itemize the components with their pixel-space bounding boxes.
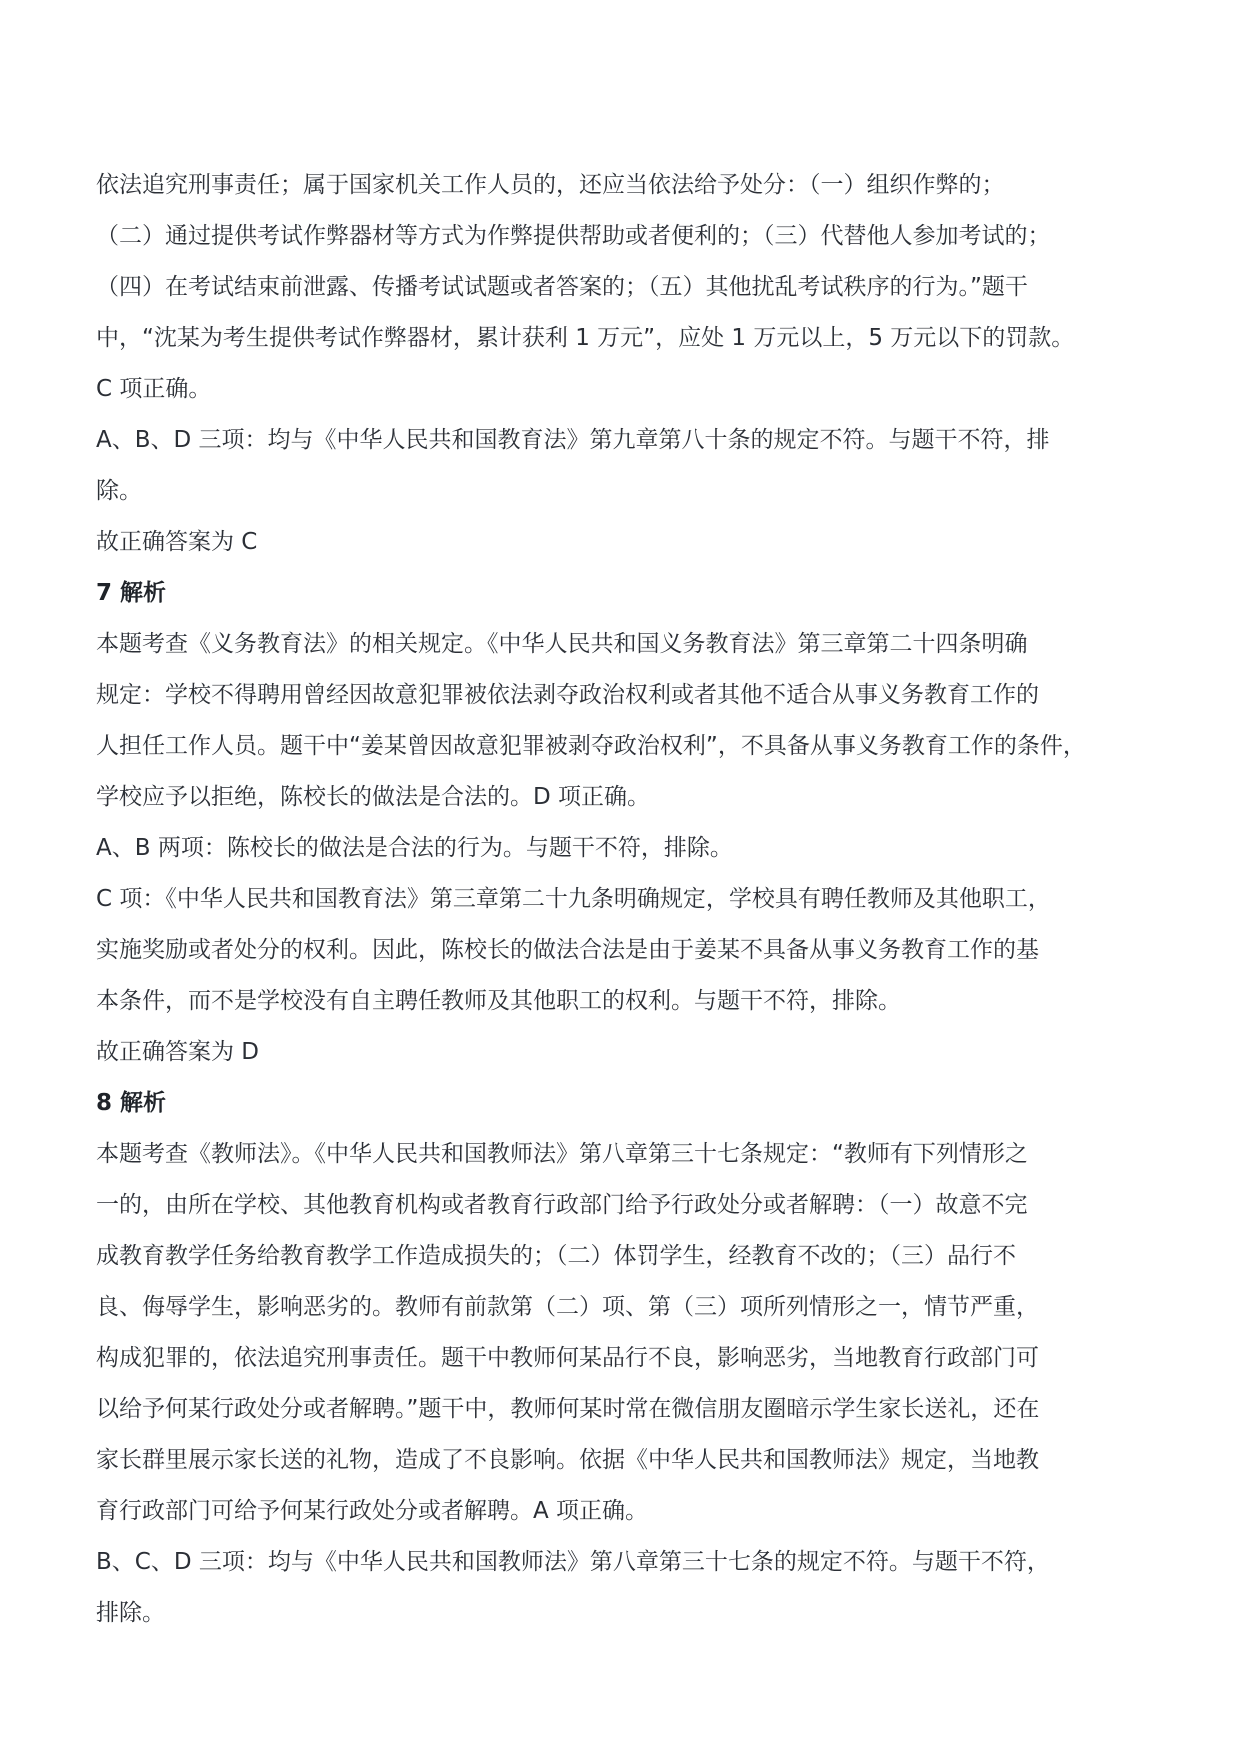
text-line: 依法追究刑事责任；属于国家机关工作人员的，还应当依法给予处分：（一）组织作弊的； [96, 172, 1005, 198]
text-line: 本条件，而不是学校没有自主聘任教师及其他职工的权利。与题干不符，排除。 [96, 988, 901, 1014]
text-line: 中，“沈某为考生提供考试作弊器材，累计获利 1 万元”，应处 1 万元以上，5 万元以下的罚款。 [96, 325, 1075, 351]
section-heading-8: 8 解析 [96, 1090, 167, 1116]
text-line: （二）通过提供考试作弊器材等方式为作弊提供帮助或者便利的；（三）代替他人参加考试的； [96, 223, 1051, 249]
text-line: （四）在考试结束前泄露、传播考试试题或者答案的；（五）其他扰乱考试秩序的行为。”题干 [96, 274, 1028, 300]
text-line: 一的，由所在学校、其他教育机构或者教育行政部门给予行政处分或者解聘：（一）故意不完 [96, 1192, 1028, 1218]
text-line: 家长群里展示家长送的礼物，造成了不良影响。依据《中华人民共和国教师法》规定，当地教 [96, 1447, 1039, 1473]
text-line: 人担任工作人员。题干中“姜某曾因故意犯罪被剥夺政治权利”，不具备从事义务教育工作的条件， [96, 733, 1086, 759]
text-line: 本题考查《义务教育法》的相关规定。《中华人民共和国义务教育法》第三章第二十四条明确 [96, 631, 1028, 657]
text-line: 规定：学校不得聘用曾经因故意犯罪被依法剥夺政治权利或者其他不适合从事义务教育工作的 [96, 682, 1039, 708]
answer-line: 故正确答案为 D [96, 1039, 260, 1065]
text-line: 以给予何某行政处分或者解聘。”题干中，教师何某时常在微信朋友圈暗示学生家长送礼，还在 [96, 1396, 1040, 1422]
text-line: 排除。 [96, 1600, 165, 1626]
section-heading-7: 7 解析 [96, 580, 167, 606]
text-line: 良、侮辱学生，影响恶劣的。教师有前款第（二）项、第（三）项所列情形之一，情节严重， [96, 1294, 1039, 1320]
text-line: 本题考查《教师法》。《中华人民共和国教师法》第八章第三十七条规定：“教师有下列情形之 [96, 1141, 1028, 1167]
answer-line: 故正确答案为 C [96, 529, 258, 555]
text-line: C 项：《中华人民共和国教育法》第三章第二十九条明确规定，学校具有聘任教师及其他职工， [96, 886, 1051, 912]
text-line: 育行政部门可给予何某行政处分或者解聘。A 项正确。 [96, 1498, 649, 1524]
text-line: 除。 [96, 478, 142, 504]
text-line: C 项正确。 [96, 376, 212, 402]
text-line: 实施奖励或者处分的权利。因此，陈校长的做法合法是由于姜某不具备从事义务教育工作的基 [96, 937, 1039, 963]
text-line: 构成犯罪的，依法追究刑事责任。题干中教师何某品行不良，影响恶劣，当地教育行政部门可 [96, 1345, 1039, 1371]
text-line: 学校应予以拒绝，陈校长的做法是合法的。D 项正确。 [96, 784, 651, 810]
text-line: 成教育教学任务给教育教学工作造成损失的；（二）体罚学生，经教育不改的；（三）品行不 [96, 1243, 1016, 1269]
text-line: A、B、D 三项：均与《中华人民共和国教育法》第九章第八十条的规定不符。与题干不符，排 [96, 427, 1050, 453]
document-page [96, 160, 1166, 1639]
text-line: A、B 两项：陈校长的做法是合法的行为。与题干不符，排除。 [96, 835, 733, 861]
text-line: B、C、D 三项：均与《中华人民共和国教师法》第八章第三十七条的规定不符。与题干不符， [96, 1549, 1050, 1575]
